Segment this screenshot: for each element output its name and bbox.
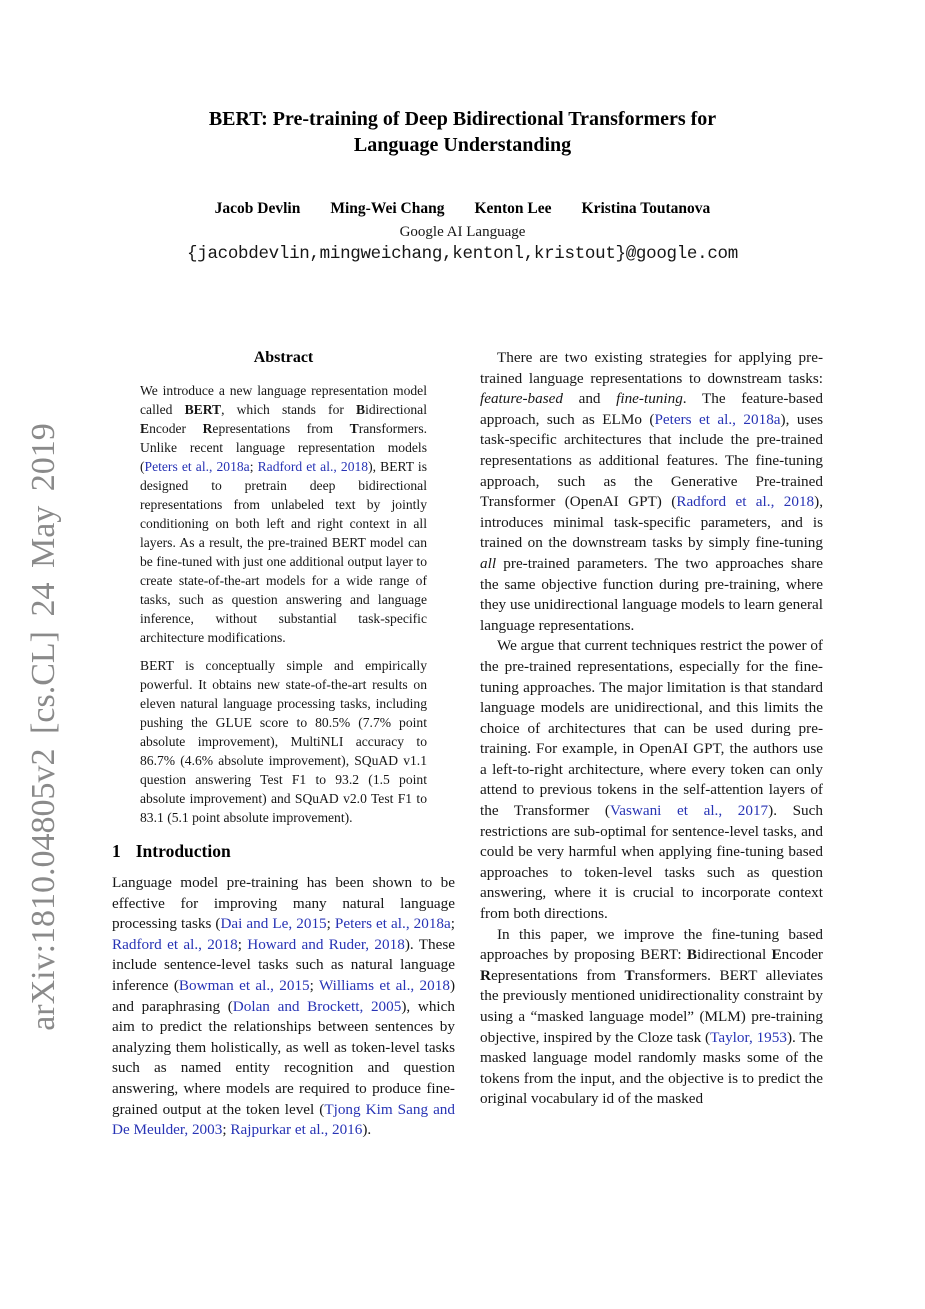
text-run: E (140, 421, 150, 436)
text-run: ncoder (781, 946, 823, 964)
author-name: Ming-Wei Chang (330, 200, 445, 217)
text-run: We argue that current techniques restrict the power of the pre-trained representations, especially for the fine-tuning approaches. The major limitation is that standard language models are unidirectional, and this limits the choice of architectures that can be used during pre-training. For example, in OpenAI GPT, the authors use a left-to-right architecture, where every token can only attend to previous tokens in the self-attention layers of the Transformer ( (480, 637, 823, 820)
author-name: Jacob Devlin (214, 200, 301, 217)
text-run: ransformers. Unlike recent language representation models ( (140, 421, 428, 474)
text-run: ), uses task-specific architectures that include the pre-trained representations as additional features. The fine-tuning approach, such as the Generative Pre-trained Transformer (OpenAI GPT) ( (480, 410, 824, 511)
text-run: epresentations from (212, 421, 350, 436)
text-run: ransformers. BERT alleviates the previously mentioned unidirectionality constraint by using a “masked language model” (MLM) pre-training objective, inspired by the Cloze task ( (480, 966, 823, 1046)
citation-link[interactable]: Dai and Le, 2015 (220, 915, 327, 933)
abstract-paragraph-2 (140, 656, 427, 827)
citation-link[interactable]: Radford et al., 2018 (257, 459, 369, 474)
text-run: ; (249, 459, 258, 474)
text-run: B (686, 946, 698, 964)
text-run: ). These include sentence-level tasks such as natural language inference ( (112, 935, 455, 994)
section-number: 1 (112, 841, 121, 861)
text-run: ; (450, 915, 456, 933)
text-run: ; (222, 1121, 231, 1139)
text-run: ; (309, 976, 319, 994)
author-name: Kristina Toutanova (581, 200, 711, 217)
citation-link[interactable]: Radford et al., 2018 (676, 493, 815, 511)
authors-row (0, 200, 925, 218)
text-run: pre-trained parameters. The two approaches share the same objective function during pre-training, where they use unidirectional language models to learn general language representations. (480, 554, 823, 634)
text-run: epresentations from (490, 966, 625, 984)
author-name: Kenton Lee (474, 200, 552, 217)
paper-title-line-2: Language Understanding (353, 134, 572, 156)
citation-link[interactable]: Peters et al., 2018a (334, 915, 451, 933)
abstract-body (140, 381, 427, 827)
body-paragraph-strategies (480, 348, 823, 636)
text-run: We introduce a new language representation model called (140, 383, 427, 417)
text-run: E (771, 946, 782, 964)
arxiv-watermark: arXiv:1810.04805v2 [cs.CL] 24 May 2019 (25, 423, 62, 1031)
citation-link[interactable]: Dolan and Brockett, 2005 (232, 997, 402, 1015)
text-run: In this paper, we improve the fine-tuning based approaches by proposing BERT: (480, 925, 823, 964)
author-emails: {jacobdevlin,mingweichang,kentonl,kristout}@google.com (187, 244, 738, 264)
citation-link[interactable]: Peters et al., 2018a (144, 459, 250, 474)
citation-link[interactable]: Howard and Ruder, 2018 (247, 935, 405, 953)
abstract-heading: Abstract (253, 349, 314, 366)
body-paragraph-bert-proposal (480, 925, 823, 1110)
text-run: ), which aim to predict the relationships between sentences by analyzing them holistically, as well as token-level tasks such as named entity recognition and question answering, where models are required to produce fine-grained output at the token level ( (112, 997, 455, 1118)
text-run: idirectional (365, 402, 427, 417)
text-run: T (349, 421, 359, 436)
text-run: . The feature-based approach, such as ELMo ( (480, 390, 823, 428)
section-title: Introduction (135, 841, 231, 861)
left-column (112, 348, 455, 1141)
right-column (480, 348, 823, 1110)
text-run: T (624, 966, 635, 984)
text-run: ncoder (149, 421, 203, 436)
text-run: R (202, 421, 213, 436)
text-run: all (480, 554, 497, 572)
text-run: BERT (184, 402, 222, 417)
text-run: Language model pre-training has been shown to be effective for improving many natural language processing tasks ( (112, 874, 455, 933)
text-run: ). (362, 1121, 372, 1139)
citation-link[interactable]: Williams et al., 2018 (318, 976, 450, 994)
citation-link[interactable]: Peters et al., 2018a (654, 410, 781, 428)
citation-link[interactable]: Tjong Kim Sang and De Meulder, 2003 (112, 1100, 455, 1139)
paper-title-line-1: BERT: Pre-training of Deep Bidirectional Transformers for (208, 108, 717, 130)
text-run: ), introduces minimal task-specific parameters, and is trained on the downstream tasks by simply fine-tuning (480, 493, 823, 552)
text-run: idirectional (697, 946, 772, 964)
citation-link[interactable]: Bowman et al., 2015 (178, 976, 310, 994)
text-run: BERT is conceptually simple and empirically powerful. It obtains new state-of-the-art results on eleven natural language processing tasks, including pushing the GLUE score to 80.5% (7.7% point absolute improvement), MultiNLI accuracy to 86.7% (4.6% absolute improvement), SQuAD v1.1 question answering Test F1 to 93.2 (1.5 point absolute improvement) and SQuAD v2.0 Test F1 to 83.1 (5.1 point absolute improvement). (140, 658, 427, 825)
text-run: , which stands for (221, 402, 356, 417)
section-heading-introduction (112, 840, 455, 862)
text-run: R (480, 966, 491, 984)
citation-link[interactable]: Rajpurkar et al., 2016 (230, 1121, 363, 1139)
citation-link[interactable]: Radford et al., 2018 (112, 935, 238, 953)
text-run: There are two existing strategies for applying pre-trained language representations to downstream tasks: (480, 349, 823, 387)
intro-paragraph-1 (112, 873, 455, 1141)
text-run: ). The masked language model randomly masks some of the tokens from the input, and the objective is to predict the original vocabulary id of the masked (480, 1028, 823, 1108)
text-run: fine-tuning (616, 390, 683, 408)
text-run: ) and paraphrasing ( (112, 976, 455, 1015)
text-run: ), BERT is designed to pretrain deep bidirectional representations from unlabeled text by jointly conditioning on both left and right context in all layers. As a result, the pre-trained BERT model can be fine-tuned with just one additional output layer to create state-of-the-art models for a wide range of tasks, such as question answering and language inference, without substantial task-specific architecture modifications. (140, 459, 427, 645)
text-run: B (356, 402, 366, 417)
body-paragraph-argument (480, 636, 823, 924)
text-run: and (562, 390, 617, 408)
text-run: ; (326, 915, 335, 933)
text-run: feature-based (480, 390, 563, 408)
text-run: ; (237, 935, 248, 953)
text-run: ). Such restrictions are sub-optimal for sentence-level tasks, and could be very harmful when applying fine-tuning based approaches to token-level tasks such as question answering, where it is crucial to incorporate context from both directions. (480, 802, 823, 923)
citation-link[interactable]: Taylor, 1953 (710, 1028, 787, 1046)
citation-link[interactable]: Vaswani et al., 2017 (609, 802, 769, 820)
paper-title (0, 106, 925, 158)
affiliation: Google AI Language (399, 224, 526, 240)
abstract-paragraph-1 (140, 381, 427, 647)
